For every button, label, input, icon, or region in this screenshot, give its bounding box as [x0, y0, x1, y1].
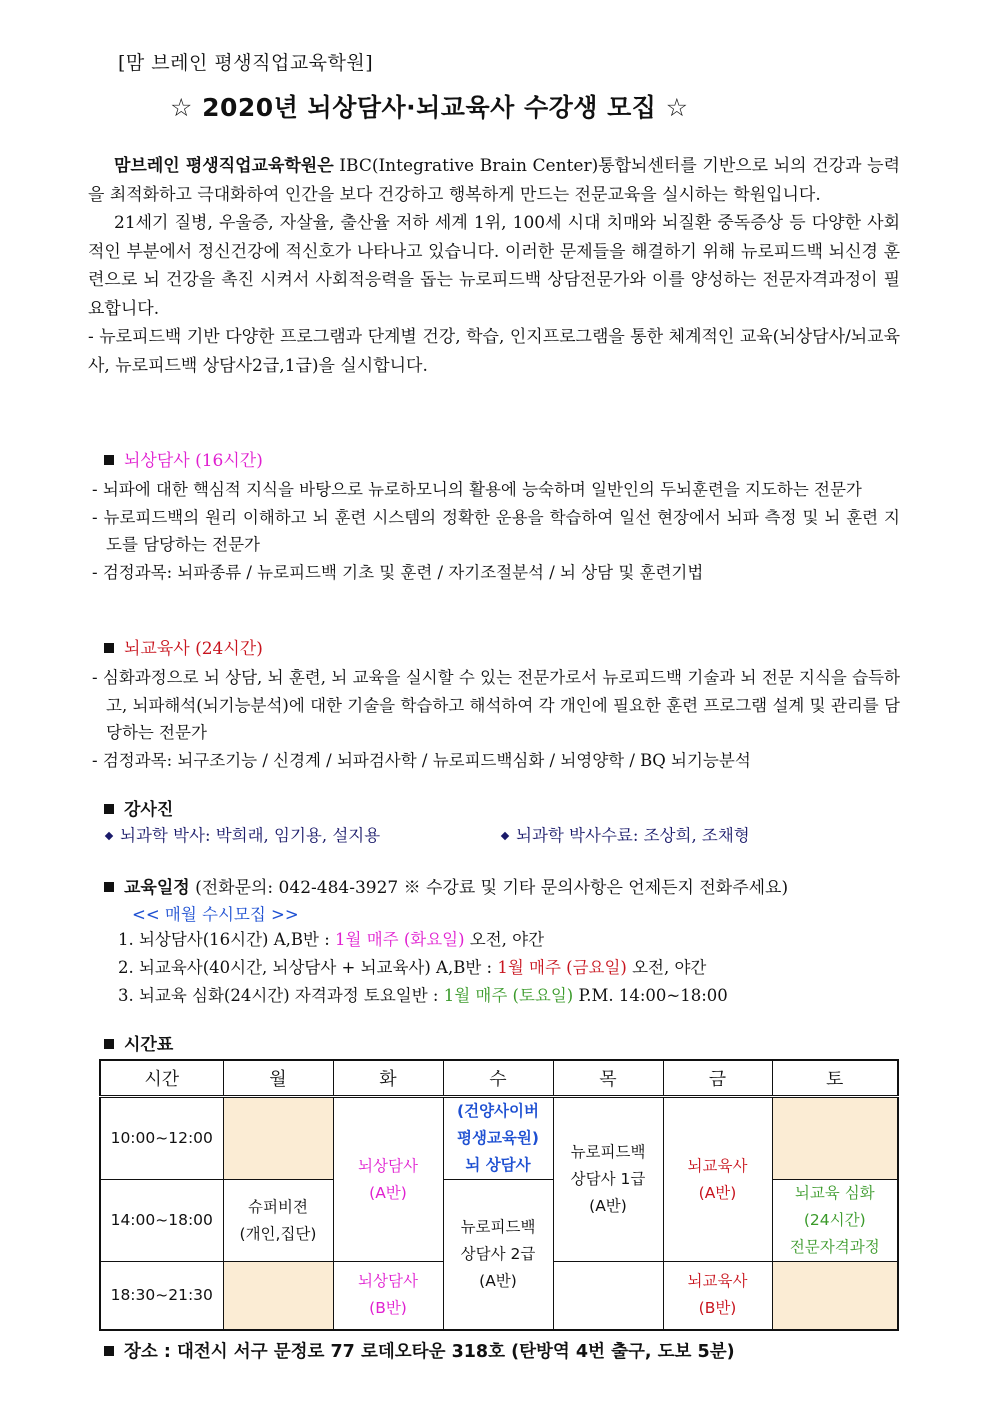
empty-cell — [772, 1262, 898, 1330]
cell-line: 상담사 2급 — [460, 1244, 536, 1263]
instructors-left-text: 뇌과학 박사: 박희래, 임기용, 설지용 — [120, 826, 381, 845]
empty-cell — [553, 1262, 663, 1330]
instructors-title: 강사진 — [124, 800, 174, 820]
square-bullet-icon — [104, 1039, 114, 1049]
intro-text — [88, 152, 900, 380]
wed-neurofeedback-2 — [443, 1180, 553, 1330]
instructors-right — [500, 822, 750, 846]
educator-title: 뇌교육사 (24시간) — [124, 639, 263, 659]
section-instructors-heading — [104, 795, 173, 820]
schedule-item — [118, 926, 728, 954]
list-item: - 뇌파에 대한 핵심적 지식을 바탕으로 뉴로하모니의 활용에 능숙하며 일반인의 두뇌훈련을 지도하는 전문가 — [92, 480, 862, 499]
schedule-item-highlight: 1월 매주 (토요일) — [443, 986, 574, 1005]
list-item: - 뉴로피드백의 원리 이해하고 뇌 훈련 시스템의 정확한 운용을 학습하여 일선 현장에서 뇌파 측정 및 뇌 훈련 지도를 담당하는 전문가 — [92, 507, 900, 554]
cell-line: 뉴로피드백 — [570, 1143, 646, 1161]
cell-line: 슈퍼비젼 — [248, 1197, 308, 1216]
intro-paragraph-2: 21세기 질병, 우울증, 자살율, 출산율 저하 세계 1위, 100세 시대 치매와 뇌질환 중독증상 등 다양한 사회적인 부분에서 정신건강에 적신호가 나타나고 있습니다. 이러한 문제들을 해결하기 위해 뉴로피드백 뇌신경 훈련으로 뇌 건강을 촉진 시켜서 사회적응력을 돕는 뉴로피드백 상담전문가와 이를 양성하는 전문자격과정이 필요합니다. — [88, 213, 900, 319]
location-line — [104, 1338, 735, 1363]
schedule-item-highlight: 1월 매주 (화요일) — [335, 930, 465, 949]
page-title: ☆ 2020년 뇌상담사·뇌교육사 수강생 모집 ☆ — [170, 93, 689, 122]
educator-list — [92, 664, 900, 774]
cell-line: 뇌교육사 — [687, 1272, 748, 1291]
time-cell: 14:00~18:00 — [100, 1180, 223, 1262]
table-row — [100, 1180, 898, 1262]
cell-line: 평생교육원) — [457, 1129, 539, 1147]
schedule-list — [118, 926, 728, 1010]
academy-name: 맘브레인 평생직업교육학원은 — [114, 156, 334, 176]
square-bullet-icon — [104, 804, 114, 814]
square-bullet-icon — [104, 882, 114, 892]
cell-line: 뇌 상담사 — [465, 1156, 531, 1174]
cell-line: 뇌상담사 — [358, 1272, 418, 1291]
instructors-right-text: 뇌과학 박사수료: 조상희, 조채형 — [516, 826, 750, 845]
cell-line: (24시간) — [803, 1211, 866, 1229]
schedule-item — [118, 954, 728, 982]
schedule-item-highlight: 1월 매주 (금요일) — [497, 958, 627, 977]
thu-neurofeedback-1 — [553, 1097, 663, 1262]
schedule-item — [118, 982, 728, 1010]
cell-line: 전문자격과정 — [789, 1238, 880, 1256]
intro-paragraph-3: - 뉴로피드백 기반 다양한 프로그램과 단계별 건강, 학습, 인지프로그램을 통한 체계적인 교육(뇌상담사/뇌교육사, 뉴로피드백 상담사2급,1급)을 실시합니다. — [88, 327, 900, 376]
header-thu: 목 — [553, 1060, 663, 1097]
diamond-bullet-icon — [501, 831, 509, 839]
square-bullet-icon — [104, 643, 114, 653]
section-counselor-heading — [104, 446, 263, 471]
cell-line: (건양사이버 — [457, 1102, 539, 1120]
timetable-title: 시간표 — [124, 1035, 174, 1055]
recruit-notice: << 매월 수시모집 >> — [132, 905, 299, 924]
section-educator-heading — [104, 634, 263, 659]
cell-line: 상담사 1급 — [570, 1170, 646, 1188]
schedule-item-time: P.M. 14:00~18:00 — [573, 986, 728, 1005]
square-bullet-icon — [104, 1346, 114, 1356]
schedule-item-time: 오전, 야간 — [464, 930, 545, 949]
schedule-item-text: 1. 뇌상담사(16시간) A,B반 : — [118, 930, 336, 949]
list-item: - 검정과목: 뇌파종류 / 뉴로피드백 기초 및 훈련 / 자기조절분석 / 뇌 상담 및 훈련기법 — [92, 562, 704, 582]
counselor-list — [92, 476, 900, 586]
header-mon: 월 — [223, 1060, 333, 1097]
schedule-contact: (전화문의: 042-484-3927 ※ 수강료 및 기타 문의사항은 언제든지 전화주세요) — [189, 878, 789, 898]
timetable — [99, 1059, 899, 1331]
fri-educator-a — [663, 1097, 772, 1262]
organization-name: [맘 브레인 평생직업교육학원] — [118, 52, 374, 74]
schedule-item-text: 2. 뇌교육사(40시간, 뇌상담사 + 뇌교육사) A,B반 : — [118, 958, 498, 977]
time-cell: 10:00~12:00 — [100, 1097, 223, 1180]
section-schedule-heading — [104, 873, 788, 898]
diamond-bullet-icon — [105, 831, 113, 839]
schedule-title: 교육일정 — [124, 878, 190, 898]
section-timetable-heading — [104, 1030, 173, 1055]
cell-line: 뇌교육사 — [687, 1156, 748, 1175]
empty-cell — [223, 1097, 333, 1180]
intro-paragraph-1-text: IBC(Integrative Brain Center)통합뇌센터를 기반으로 뇌의 건강과 능력을 최적화하고 극대화하여 인간을 보다 건강하고 행복하게 만드는 전문교육을 실시하는 학원입니다. — [88, 156, 900, 205]
tue-counselor-b — [333, 1262, 443, 1330]
mon-supervision — [223, 1180, 333, 1262]
table-row — [100, 1097, 898, 1180]
tue-counselor-a — [333, 1097, 443, 1262]
fri-educator-b — [663, 1262, 772, 1330]
schedule-item-text: 3. 뇌교육 심화(24시간) 자격과정 토요일반 : — [118, 986, 444, 1005]
header-sat: 토 — [772, 1060, 898, 1097]
instructors-left — [104, 822, 380, 846]
cell-line: (B반) — [698, 1299, 737, 1318]
cell-line: (개인,집단) — [239, 1224, 317, 1243]
timetable-header-row — [100, 1060, 898, 1097]
cell-line: 뉴로피드백 — [460, 1217, 536, 1236]
empty-cell — [772, 1097, 898, 1180]
square-bullet-icon — [104, 455, 114, 465]
location-text: 장소 : 대전시 서구 문정로 77 로데오타운 318호 (탄방역 4번 출구, 도보 5분) — [124, 1342, 735, 1362]
header-wed: 수 — [443, 1060, 553, 1097]
empty-cell — [223, 1262, 333, 1330]
counselor-title: 뇌상담사 (16시간) — [124, 451, 263, 471]
header-tue: 화 — [333, 1060, 443, 1097]
wed-cyber-counselor — [443, 1097, 553, 1180]
cell-line: 뇌교육 심화 — [794, 1184, 875, 1202]
cell-line: (A반) — [369, 1183, 407, 1202]
list-item: - 심화과정으로 뇌 상담, 뇌 훈련, 뇌 교육을 실시할 수 있는 전문가로서 뉴로피드백 기술과 뇌 전문 지식을 습득하고, 뇌파해석(뇌기능분석)에 대한 기술을 학습하고 해석하여 각 개인에 필요한 훈련 프로그램 설계 및 관리를 담당하는 전문가 — [92, 668, 900, 742]
cell-line: (A반) — [698, 1183, 737, 1202]
header-time: 시간 — [100, 1060, 223, 1097]
cell-line: (B반) — [369, 1299, 407, 1318]
time-cell: 18:30~21:30 — [100, 1262, 223, 1330]
cell-line: (A반) — [479, 1271, 517, 1290]
header-fri: 금 — [663, 1060, 772, 1097]
list-item: - 검정과목: 뇌구조기능 / 신경계 / 뇌파검사학 / 뉴로피드백심화 / 뇌영양학 / BQ 뇌기능분석 — [92, 750, 751, 770]
cell-line: (A반) — [589, 1197, 627, 1215]
cell-line: 뇌상담사 — [358, 1156, 418, 1175]
schedule-item-time: 오전, 야간 — [626, 958, 707, 977]
sat-advanced-course — [772, 1180, 898, 1262]
intro-paragraph-1 — [88, 152, 900, 209]
